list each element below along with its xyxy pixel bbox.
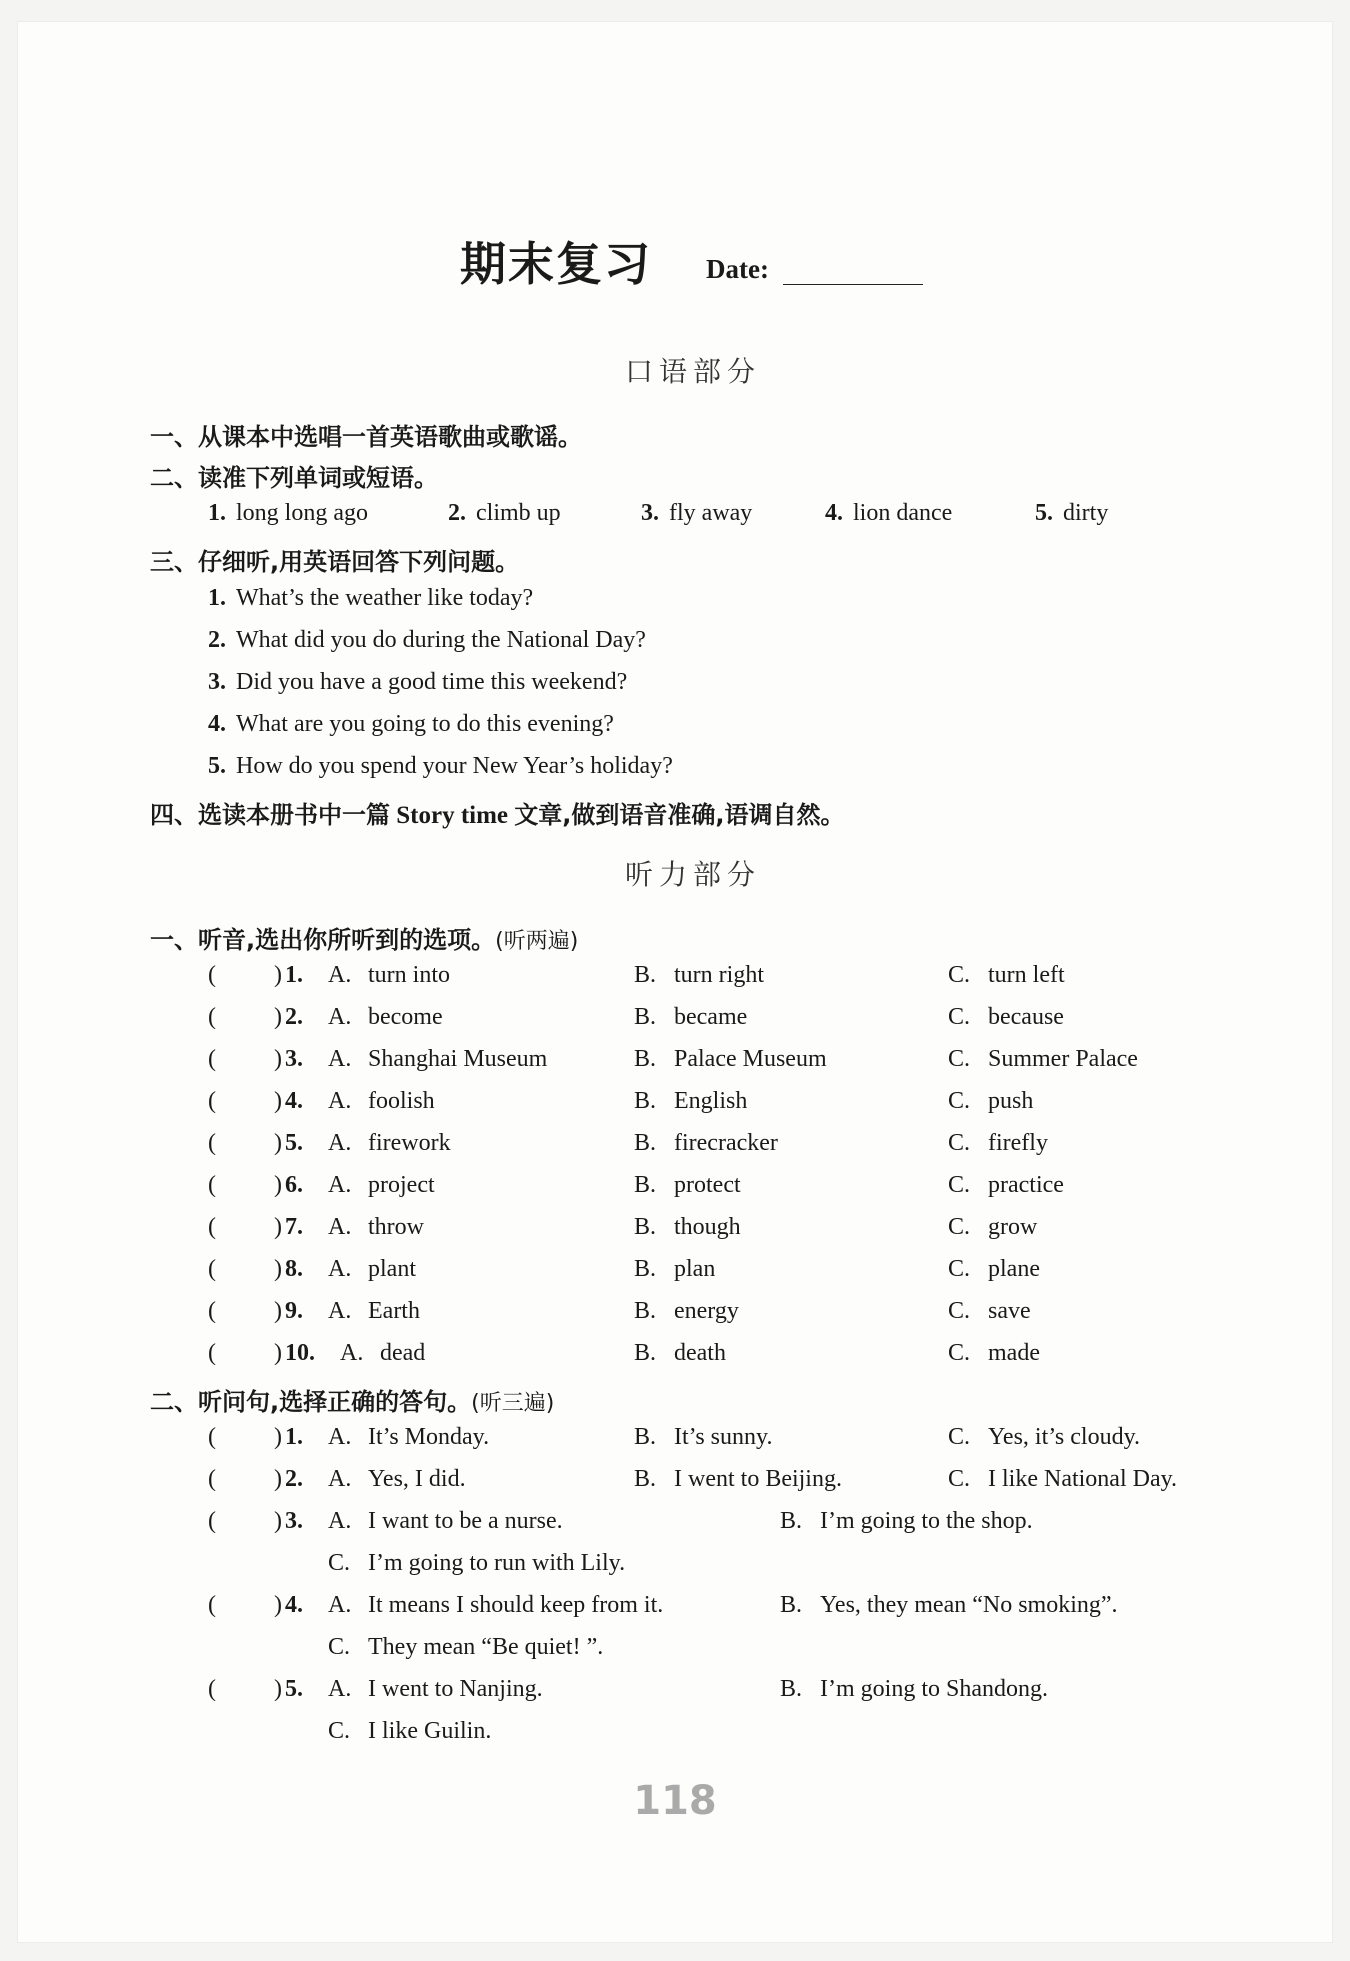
answer-blank-close: ) [274, 1592, 282, 1618]
oral-task-4: 四、选读本册书中一篇 Story time 文章,做到语音准确,语调自然。 [150, 801, 845, 829]
option-letter: C. [948, 1424, 971, 1450]
option-text: death [674, 1340, 726, 1366]
option-letter: A. [328, 1214, 352, 1240]
option-text: project [368, 1172, 435, 1198]
answer-option [328, 1172, 435, 1199]
option-letter: B. [634, 1088, 657, 1114]
option-letter: C. [328, 1634, 351, 1660]
option-text: It’s Monday. [368, 1424, 490, 1450]
option-text: Summer Palace [988, 1046, 1138, 1072]
option-letter: A. [328, 1004, 352, 1030]
question-item: 3. Did you have a good time this weekend? [208, 669, 628, 695]
option-text: firework [368, 1130, 451, 1156]
option-letter: A. [328, 1172, 352, 1198]
listening-part-1-title: 一、听音,选出你所听到的选项。(听两遍) [150, 926, 579, 954]
answer-option [948, 1466, 1177, 1493]
answer-blank-close: ) [274, 1088, 282, 1114]
answer-option [948, 962, 1065, 989]
answer-option [634, 1256, 715, 1283]
option-letter: B. [634, 1004, 657, 1030]
question-number: 8. [285, 1256, 303, 1282]
question-item: 5. How do you spend your New Year’s holiday? [208, 753, 673, 779]
answer-option [948, 1298, 1031, 1325]
option-text: Palace Museum [674, 1046, 827, 1072]
option-letter: C. [328, 1718, 351, 1744]
listening-section-heading: 听力部分 [624, 858, 761, 891]
question-number: 4. [285, 1592, 303, 1618]
word-item: 1. long long ago [208, 500, 368, 526]
answer-option [328, 1298, 420, 1325]
option-letter: C. [948, 1088, 971, 1114]
answer-blank-close: ) [274, 1004, 282, 1030]
answer-blank-close: ) [274, 1130, 282, 1156]
answer-option [328, 1466, 466, 1493]
option-letter: A. [328, 1256, 352, 1282]
option-text: They mean “Be quiet! ”. [368, 1634, 604, 1660]
answer-option [328, 1592, 663, 1619]
answer-blank-open[interactable]: ( [208, 1004, 216, 1030]
answer-blank-close: ) [274, 1046, 282, 1072]
answer-option [948, 1004, 1064, 1031]
answer-option [634, 1424, 772, 1451]
answer-option [328, 1508, 563, 1535]
option-text: plan [674, 1256, 716, 1282]
question-number: 7. [285, 1214, 303, 1240]
option-letter: C. [948, 1046, 971, 1072]
answer-option [634, 1046, 827, 1073]
oral-task-2: 二、读准下列单词或短语。 [150, 464, 438, 492]
option-text: I’m going to run with Lily. [368, 1550, 626, 1576]
answer-blank-close: ) [274, 1508, 282, 1534]
answer-option [948, 1340, 1040, 1367]
option-letter: A. [328, 962, 352, 988]
answer-blank-close: ) [274, 1424, 282, 1450]
answer-option [948, 1130, 1048, 1157]
option-text: firecracker [674, 1130, 778, 1156]
answer-option [328, 962, 450, 989]
option-text: I like Guilin. [368, 1718, 492, 1744]
answer-blank-close: ) [274, 1256, 282, 1282]
option-letter: C. [948, 1466, 971, 1492]
option-text: firefly [988, 1130, 1048, 1156]
listening-part-2-title: 二、听问句,选择正确的答句。(听三遍) [150, 1388, 555, 1416]
option-letter: B. [634, 1046, 657, 1072]
answer-option [948, 1088, 1033, 1115]
option-text: became [674, 1004, 748, 1030]
answer-option [634, 1088, 747, 1115]
option-letter: B. [634, 1424, 657, 1450]
answer-blank-close: ) [274, 1214, 282, 1240]
answer-blank-open[interactable]: ( [208, 1340, 216, 1366]
option-text: made [988, 1340, 1040, 1366]
answer-option [634, 1130, 778, 1157]
option-text: throw [368, 1214, 424, 1240]
word-item: 5. dirty [1035, 500, 1109, 526]
answer-option [634, 962, 764, 989]
question-number: 6. [285, 1172, 303, 1198]
answer-option [948, 1424, 1140, 1451]
word-item: 4. lion dance [825, 500, 953, 526]
answer-blank-open[interactable]: ( [208, 1466, 216, 1492]
option-letter: A. [328, 1508, 352, 1534]
answer-option [634, 1172, 741, 1199]
question-number: 4. [285, 1088, 303, 1114]
option-letter: C. [948, 1256, 971, 1282]
word-item: 3. fly away [641, 500, 753, 526]
answer-option [634, 1298, 739, 1325]
option-text: dead [380, 1340, 426, 1366]
answer-blank-open[interactable]: ( [208, 1676, 216, 1702]
answer-option [328, 1634, 603, 1661]
option-text: turn left [988, 962, 1065, 988]
question-number: 1. [285, 962, 303, 988]
option-text: Yes, it’s cloudy. [988, 1424, 1141, 1450]
question-item: 2. What did you do during the National Day? [208, 627, 646, 653]
answer-option [634, 1340, 726, 1367]
option-text: I’m going to Shandong. [820, 1676, 1048, 1702]
answer-option [328, 1046, 547, 1073]
answer-blank-open[interactable]: ( [208, 1214, 216, 1240]
answer-blank-open[interactable]: ( [208, 1424, 216, 1450]
option-text: I like National Day. [988, 1466, 1178, 1492]
question-number: 9. [285, 1298, 303, 1324]
option-letter: B. [634, 1172, 657, 1198]
answer-blank-open[interactable]: ( [208, 962, 216, 988]
option-text: Earth [368, 1298, 420, 1324]
word-item: 2. climb up [448, 500, 561, 526]
option-text: save [988, 1298, 1031, 1324]
answer-option [328, 1130, 451, 1157]
answer-option [634, 1004, 747, 1031]
option-letter: B. [634, 1340, 657, 1366]
answer-option [328, 1214, 424, 1241]
option-letter: B. [634, 1298, 657, 1324]
oral-section-heading: 口语部分 [624, 355, 761, 388]
answer-option [948, 1256, 1040, 1283]
option-letter: A. [328, 1676, 352, 1702]
page-number: 118 [633, 1778, 717, 1824]
option-text: grow [988, 1214, 1038, 1240]
answer-option [780, 1592, 1118, 1619]
option-letter: C. [948, 1340, 971, 1366]
option-text: turn into [368, 962, 450, 988]
option-letter: B. [780, 1676, 803, 1702]
option-text: plant [368, 1256, 416, 1282]
option-letter: A. [328, 1466, 352, 1492]
answer-option [780, 1508, 1033, 1535]
option-letter: A. [328, 1130, 352, 1156]
option-text: become [368, 1004, 443, 1030]
answer-blank-open[interactable]: ( [208, 1046, 216, 1072]
option-text: protect [674, 1172, 741, 1198]
answer-option [634, 1214, 741, 1241]
option-text: turn right [674, 962, 764, 988]
oral-task-1: 一、从课本中选唱一首英语歌曲或歌谣。 [150, 423, 582, 451]
question-number: 2. [285, 1004, 303, 1030]
answer-option [328, 1424, 489, 1451]
answer-blank-close: ) [274, 962, 282, 988]
answer-option [948, 1046, 1138, 1073]
option-text: Yes, they mean “No smoking”. [820, 1592, 1118, 1618]
page-title: 期末复习 [460, 237, 652, 291]
option-letter: C. [328, 1550, 351, 1576]
question-item: 4. What are you going to do this evening? [208, 711, 614, 737]
option-text: It’s sunny. [674, 1424, 773, 1450]
answer-blank-open[interactable]: ( [208, 1508, 216, 1534]
option-letter: B. [634, 1256, 657, 1282]
option-letter: B. [634, 1214, 657, 1240]
option-text: Yes, I did. [368, 1466, 466, 1492]
option-text: push [988, 1088, 1034, 1114]
question-number: 10. [285, 1340, 315, 1366]
answer-option [328, 1004, 443, 1031]
option-text: I’m going to the shop. [820, 1508, 1033, 1534]
option-text: I went to Beijing. [674, 1466, 842, 1492]
question-number: 3. [285, 1046, 303, 1072]
option-letter: C. [948, 1298, 971, 1324]
answer-option [328, 1256, 416, 1283]
question-number: 5. [285, 1130, 303, 1156]
option-text: It means I should keep from it. [368, 1592, 664, 1618]
option-letter: B. [634, 1466, 657, 1492]
option-text: English [674, 1088, 748, 1114]
question-number: 3. [285, 1508, 303, 1534]
answer-blank-open[interactable]: ( [208, 1256, 216, 1282]
option-letter: A. [328, 1088, 352, 1114]
option-text: though [674, 1214, 741, 1240]
oral-task-3: 三、仔细听,用英语回答下列问题。 [150, 548, 520, 576]
answer-blank-open[interactable]: ( [208, 1298, 216, 1324]
answer-blank-open[interactable]: ( [208, 1592, 216, 1618]
answer-blank-open[interactable]: ( [208, 1130, 216, 1156]
answer-blank-open[interactable]: ( [208, 1088, 216, 1114]
answer-blank-close: ) [274, 1340, 282, 1366]
answer-option [340, 1340, 425, 1367]
option-letter: B. [780, 1592, 803, 1618]
answer-option [948, 1214, 1037, 1241]
option-letter: C. [948, 1130, 971, 1156]
option-letter: C. [948, 962, 971, 988]
option-letter: C. [948, 1214, 971, 1240]
answer-blank-close: ) [274, 1298, 282, 1324]
option-text: because [988, 1004, 1064, 1030]
option-text: I went to Nanjing. [368, 1676, 543, 1702]
option-text: I want to be a nurse. [368, 1508, 563, 1534]
answer-blank-close: ) [274, 1676, 282, 1702]
option-letter: B. [780, 1508, 803, 1534]
answer-option [634, 1466, 842, 1493]
answer-option [948, 1172, 1064, 1199]
answer-option [328, 1088, 435, 1115]
option-text: plane [988, 1256, 1040, 1282]
answer-blank-close: ) [274, 1172, 282, 1198]
option-letter: C. [948, 1004, 971, 1030]
answer-option [328, 1676, 543, 1703]
option-text: foolish [368, 1088, 435, 1114]
option-text: Shanghai Museum [368, 1046, 548, 1072]
option-text: practice [988, 1172, 1064, 1198]
option-letter: A. [328, 1592, 352, 1618]
option-text: energy [674, 1298, 739, 1324]
answer-option [328, 1550, 625, 1577]
answer-blank-close: ) [274, 1466, 282, 1492]
question-number: 2. [285, 1466, 303, 1492]
answer-blank-open[interactable]: ( [208, 1172, 216, 1198]
option-letter: A. [328, 1424, 352, 1450]
date-label: Date: [706, 254, 769, 284]
option-letter: B. [634, 962, 657, 988]
question-item: 1. What’s the weather like today? [208, 585, 534, 611]
date-blank[interactable] [783, 284, 923, 285]
question-number: 1. [285, 1424, 303, 1450]
answer-option [780, 1676, 1048, 1703]
option-letter: A. [328, 1298, 352, 1324]
answer-option [328, 1718, 491, 1745]
option-letter: B. [634, 1130, 657, 1156]
option-letter: A. [340, 1340, 364, 1366]
question-number: 5. [285, 1676, 303, 1702]
option-letter: C. [948, 1172, 971, 1198]
option-letter: A. [328, 1046, 352, 1072]
